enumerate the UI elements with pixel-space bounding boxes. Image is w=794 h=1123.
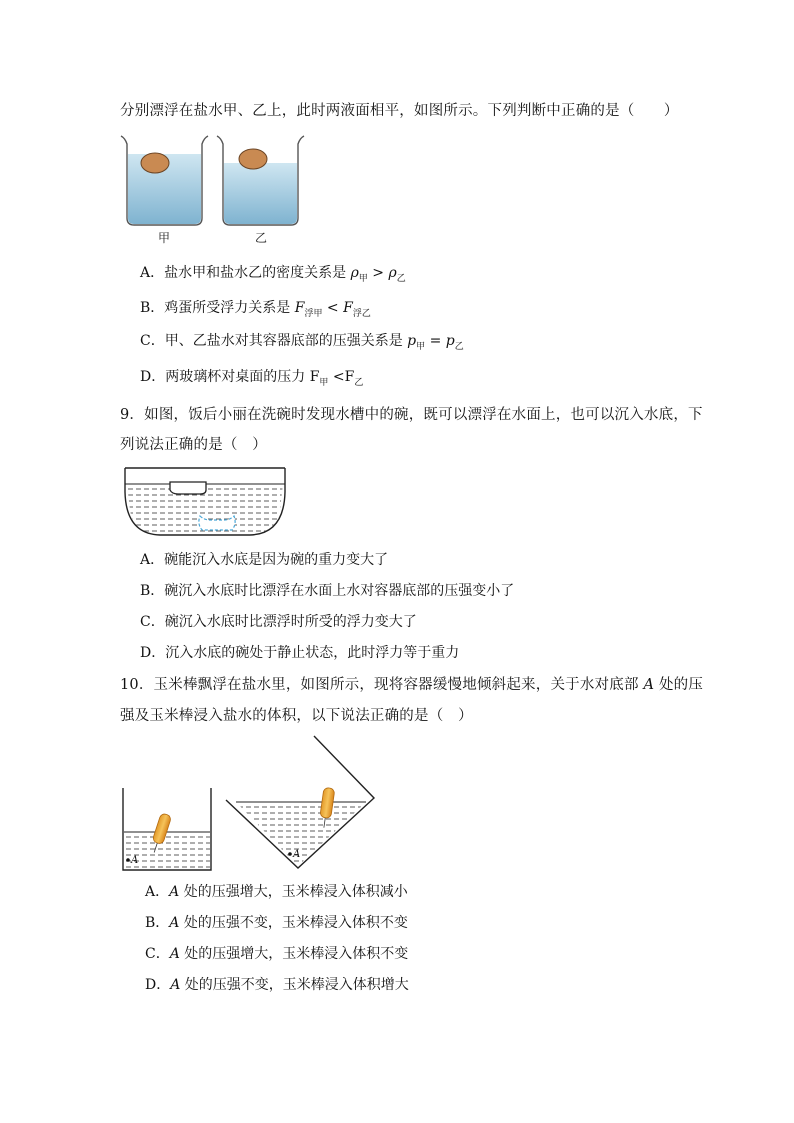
q10-option-d[interactable]: D．A 处的压强不变，玉米棒浸入体积增大: [145, 977, 409, 993]
bowl-floating: [170, 482, 206, 494]
q10-stem-line1: 10．玉米棒飘浮在盐水里，如图所示，现将容器缓慢地倾斜起来，关于水对底部 A 处的压: [120, 677, 704, 693]
q10-stem-line2: 强及玉米棒浸入盐水的体积，以下说法正确的是（ ）: [120, 708, 473, 724]
q9-sink-figure: [120, 462, 290, 542]
beaker-right: [217, 136, 304, 225]
q10-containers-figure: [118, 732, 380, 877]
container-upright: [123, 788, 211, 870]
q8-beakers-figure: [115, 130, 315, 250]
beaker-left: [121, 136, 208, 225]
egg-left: [141, 153, 169, 173]
container-tilted: [226, 736, 374, 868]
q8-option-a[interactable]: A．盐水甲和盐水乙的密度关系是 $\rho_甲 > \rho_乙$: [140, 265, 406, 284]
point-a-label-tilted: A: [293, 849, 301, 860]
caption-yi: 乙: [255, 231, 268, 245]
point-a-label-upright: A: [131, 855, 139, 866]
q9-option-b[interactable]: B．碗沉入水底时比漂浮在水面上水对容器底部的压强变小了: [140, 583, 515, 599]
q9-stem-line1: 9．如图，饭后小丽在洗碗时发现水槽中的碗，既可以漂浮在水面上，也可以沉入水底，下: [120, 407, 703, 423]
q9-stem-line2: 列说法正确的是（ ）: [120, 437, 267, 453]
q9-option-a[interactable]: A．碗能沉入水底是因为碗的重力变大了: [140, 552, 389, 568]
q8-stem: 分别漂浮在盐水甲、乙上，此时两液面相平，如图所示。下列判断中正确的是（ ）: [120, 103, 679, 119]
q8-option-d[interactable]: D．两玻璃杯对桌面的压力 $F_甲 <F_乙$: [140, 369, 364, 388]
caption-jia: 甲: [158, 231, 171, 245]
q10-option-a[interactable]: A．A 处的压强增大，玉米棒浸入体积减小: [145, 884, 408, 900]
q9-option-d[interactable]: D．沉入水底的碗处于静止状态，此时浮力等于重力: [140, 645, 460, 661]
egg-right: [239, 149, 267, 169]
q8-option-c[interactable]: C．甲、乙盐水对其容器底部的压强关系是 $p_甲 = p_乙$: [140, 333, 464, 352]
q10-option-b[interactable]: B．A 处的压强不变，玉米棒浸入体积不变: [145, 915, 408, 931]
q9-option-c[interactable]: C．碗沉入水底时比漂浮时所受的浮力变大了: [140, 614, 417, 630]
q10-option-c[interactable]: C．A 处的压强增大，玉米棒浸入体积不变: [145, 946, 409, 962]
q8-option-b[interactable]: B．鸡蛋所受浮力关系是 $F_{浮甲} < F_{浮乙}$: [140, 300, 371, 319]
